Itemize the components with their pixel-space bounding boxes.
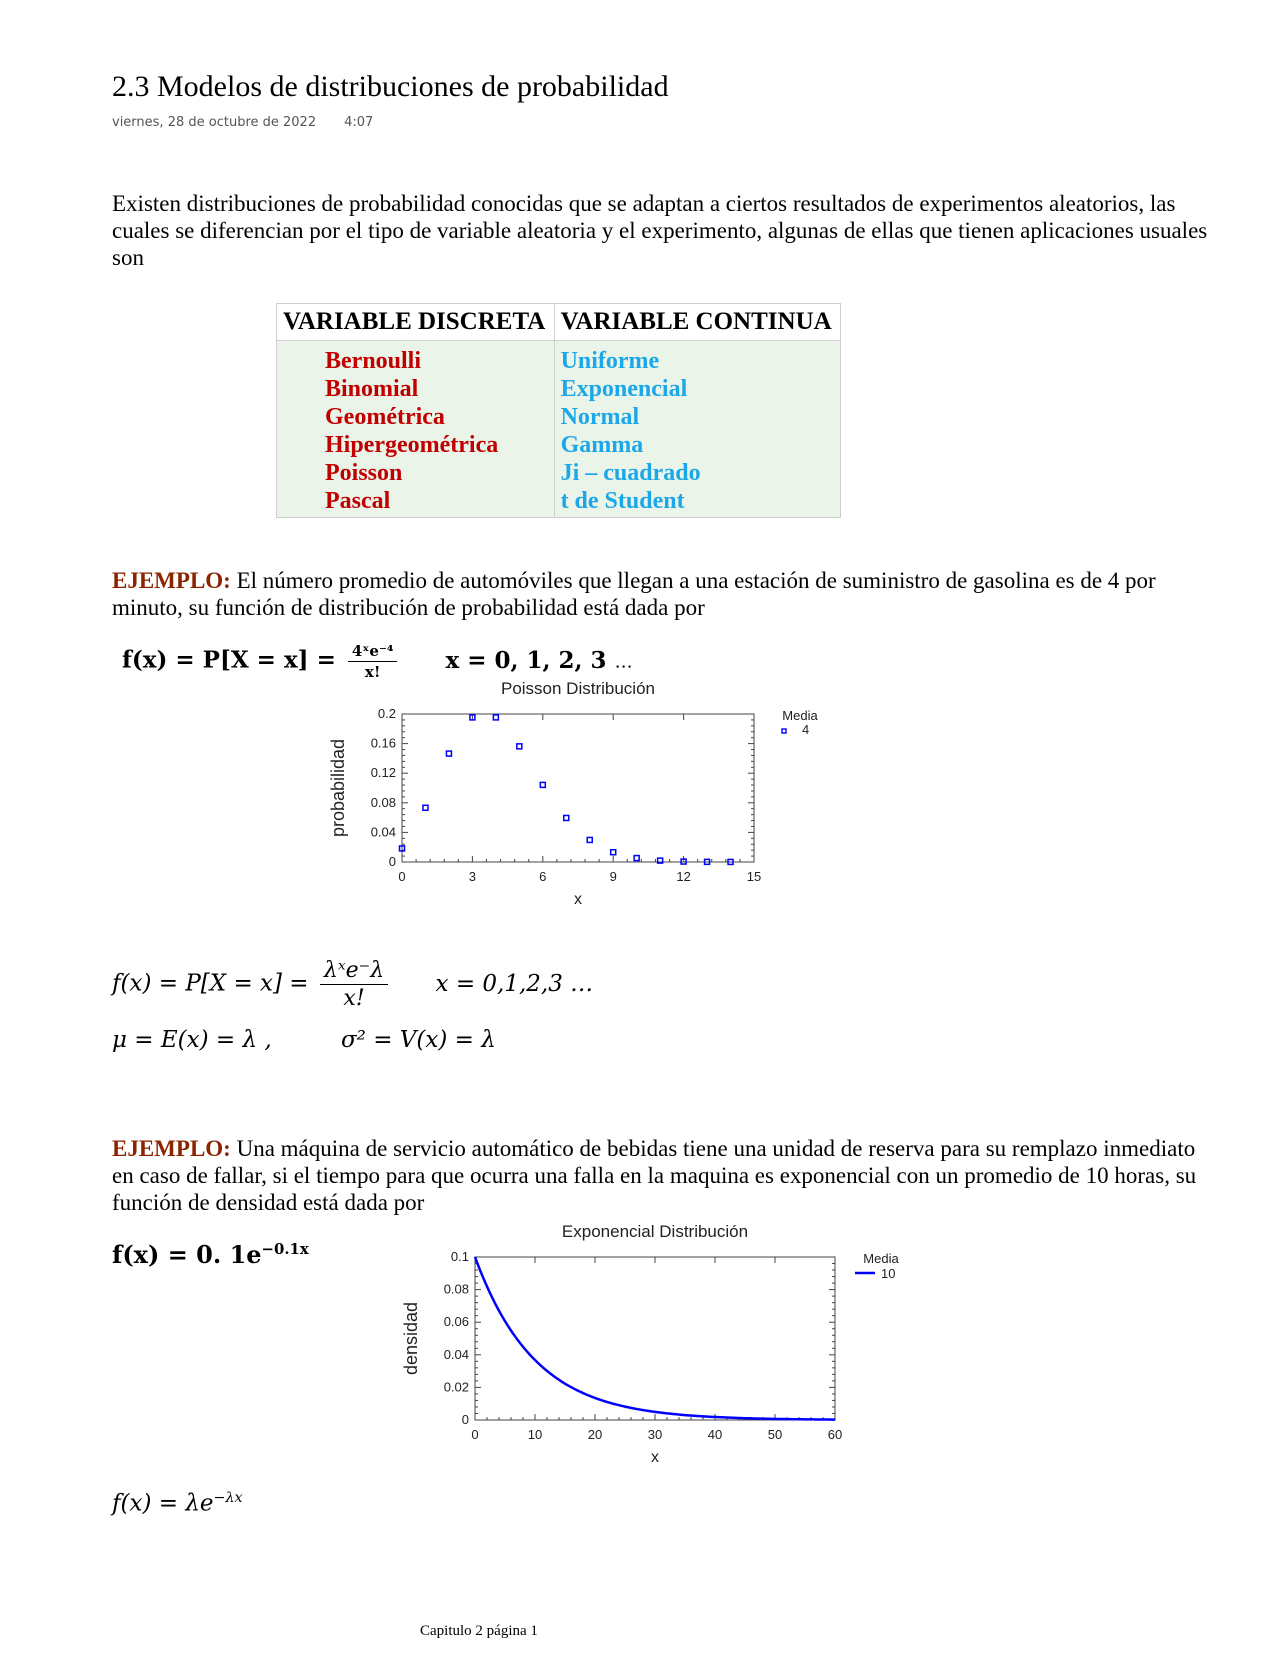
x-tick-label: 9 — [609, 869, 617, 884]
x-axis-label: x — [574, 891, 582, 908]
exponential-chart-svg — [388, 1222, 948, 1497]
formula-domain: x = 0, 1, 2, 3 — [445, 646, 607, 674]
poisson-chart-svg — [328, 679, 870, 946]
x-tick-label: 15 — [746, 869, 762, 884]
discrete-list — [277, 341, 555, 518]
example-text: Una máquina de servicio automático de bebidas tiene una unidad de reserva para su remplazo inmediato en caso de fallar, si el tiempo para que ocurra una falla en la maquina es exponencial con un promedio de 10 horas, su función de densidad está dada por — [112, 1136, 1197, 1215]
data-point — [540, 782, 545, 787]
list-item: Pascal — [325, 488, 391, 514]
general-exponent: −λx — [213, 1490, 243, 1506]
chart-title: Poisson Distribución — [500, 679, 656, 698]
y-tick-label: 0.04 — [443, 1346, 469, 1362]
data-point — [564, 815, 569, 820]
continuous-list — [554, 341, 840, 518]
x-tick-label: 20 — [587, 1427, 603, 1442]
example-label: EJEMPLO: — [112, 568, 231, 593]
y-tick-label: 0.16 — [370, 735, 396, 751]
x-tick-label: 60 — [827, 1427, 843, 1442]
data-point — [611, 850, 616, 855]
list-item: t de Student — [560, 488, 685, 514]
data-point — [658, 858, 663, 863]
poisson-moments — [112, 1027, 496, 1053]
plot-frame — [475, 1257, 835, 1420]
time-text: 4:07 — [344, 115, 374, 130]
formula-dots: … — [614, 651, 633, 673]
fraction-numerator: 4ˣe⁻⁴ — [348, 642, 398, 662]
x-tick-label: 50 — [767, 1427, 783, 1442]
page-title: 2.3 Modelos de distribuciones de probabilidad — [112, 70, 669, 103]
data-point — [423, 805, 428, 810]
formula-exponent: −0.1x — [261, 1240, 309, 1258]
example1-paragraph — [112, 567, 1212, 621]
list-item: Hipergeométrica — [325, 432, 499, 458]
legend-title: Media — [863, 1251, 899, 1266]
y-tick-label: 0.08 — [370, 794, 396, 810]
series-line — [475, 1257, 835, 1420]
x-tick-label: 12 — [676, 869, 691, 884]
list-item: Binomial — [325, 376, 419, 402]
y-tick-label: 0 — [461, 1412, 469, 1427]
list-item: Normal — [560, 404, 640, 430]
fraction-numerator: λˣe⁻λ — [320, 958, 388, 985]
fraction-denominator: x! — [364, 663, 381, 681]
poisson-formula — [122, 642, 633, 681]
y-tick-label: 0.2 — [377, 706, 396, 721]
formula-fraction — [348, 642, 398, 681]
list-item: Poisson — [325, 460, 403, 486]
list-item: Bernoulli — [325, 348, 422, 374]
poisson-chart — [328, 679, 870, 946]
poisson-general-formula — [112, 958, 593, 1011]
x-tick-label: 0 — [471, 1427, 479, 1442]
list-item: Gamma — [560, 432, 644, 458]
y-tick-label: 0.08 — [443, 1281, 469, 1297]
page-date — [112, 115, 373, 130]
y-axis-label: densidad — [401, 1301, 421, 1376]
list-item: Geométrica — [325, 404, 445, 430]
example-label: EJEMPLO: — [112, 1136, 231, 1161]
general-base: f(x) = λe — [112, 1490, 214, 1517]
legend-label: 10 — [881, 1266, 896, 1281]
y-tick-label: 0 — [388, 854, 396, 869]
data-point — [446, 751, 451, 756]
y-tick-label: 0.1 — [450, 1249, 469, 1264]
data-point — [634, 856, 639, 861]
exponential-formula — [112, 1240, 309, 1269]
x-tick-label: 10 — [527, 1427, 543, 1442]
exponential-general-formula — [112, 1490, 243, 1517]
data-point — [493, 715, 498, 720]
example2-paragraph — [112, 1135, 1212, 1216]
data-point — [517, 744, 522, 749]
general-lhs: f(x) = P[X = x] = — [112, 970, 309, 997]
date-text: viernes, 28 de octubre de 2022 — [112, 115, 317, 130]
x-axis-label: x — [651, 1449, 659, 1466]
y-axis-label: probabilidad — [328, 738, 348, 838]
list-item: Ji – cuadrado — [560, 460, 701, 486]
example-text: El número promedio de automóviles que llegan a una estación de suministro de gasolina es de 4 por minuto, su función de distribución de probabilidad está dada por — [112, 568, 1156, 620]
page-footer: Capitulo 2 página 1 — [420, 1623, 538, 1639]
formula-lhs: f(x) = P[X = x] = — [122, 646, 336, 674]
y-tick-label: 0.06 — [443, 1314, 469, 1330]
distributions-table — [276, 303, 841, 518]
data-point — [587, 837, 592, 842]
intro-paragraph: Existen distribuciones de probabilidad conocidas que se adaptan a ciertos resultados de experimentos aleatorios, las cuales se diferencian por el tipo de variable aleatoria y el experimento, algunas de ellas que tienen aplicaciones usuales son — [112, 191, 1208, 270]
y-tick-label: 0.12 — [370, 765, 396, 781]
fraction-denominator: x! — [343, 986, 365, 1011]
legend-label: 4 — [802, 722, 810, 737]
x-tick-label: 40 — [707, 1427, 723, 1442]
variance-formula: σ² = V(x) = λ — [340, 1027, 496, 1053]
x-tick-label: 0 — [398, 869, 406, 884]
x-tick-label: 3 — [468, 869, 477, 884]
formula-base: f(x) = 0. 1e — [112, 1240, 262, 1269]
general-fraction — [320, 958, 388, 1011]
y-tick-label: 0.02 — [443, 1379, 469, 1395]
x-tick-label: 6 — [539, 869, 547, 884]
general-domain: x = 0,1,2,3 … — [435, 970, 594, 997]
list-item: Exponencial — [560, 376, 688, 402]
mean-formula: μ = E(x) = λ , — [112, 1027, 272, 1053]
y-tick-label: 0.04 — [370, 824, 396, 840]
header-continuous: VARIABLE CONTINUA — [554, 304, 840, 341]
legend-marker — [782, 729, 786, 733]
plot-frame — [402, 714, 754, 862]
legend-title: Media — [782, 708, 818, 723]
exponential-chart — [388, 1222, 948, 1497]
list-item: Uniforme — [560, 348, 660, 374]
x-tick-label: 30 — [647, 1427, 663, 1442]
header-discrete: VARIABLE DISCRETA — [277, 304, 555, 341]
chart-title: Exponencial Distribución — [561, 1222, 749, 1241]
